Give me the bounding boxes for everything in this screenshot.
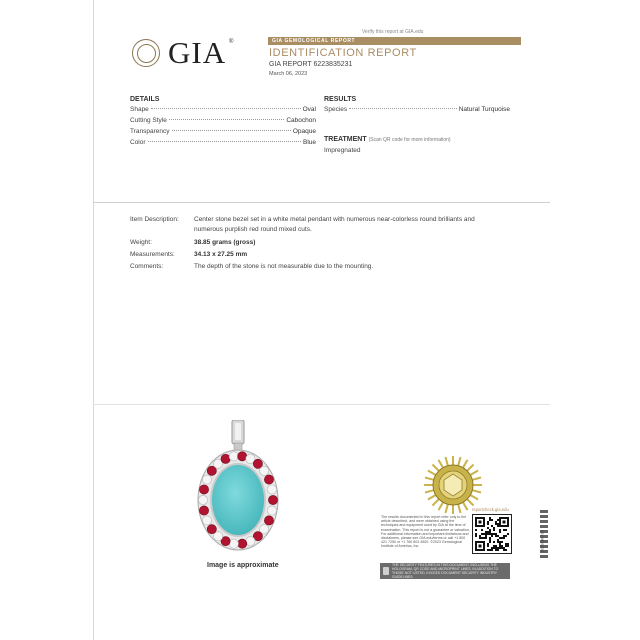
lower-panel-divider <box>93 404 550 405</box>
qr-module <box>485 531 487 533</box>
qr-module <box>505 543 507 545</box>
detail-value: Oval <box>302 106 316 113</box>
qr-module <box>497 519 499 521</box>
hologram-ray <box>458 457 460 466</box>
qr-module <box>495 521 497 523</box>
qr-module <box>501 545 503 547</box>
hologram-ray <box>472 477 481 479</box>
qr-module <box>493 533 495 535</box>
qr-module <box>487 531 489 533</box>
hologram-ray <box>467 464 473 470</box>
hologram-ray <box>425 477 434 479</box>
diamond-stone <box>202 516 211 525</box>
diamond-stone <box>267 506 276 515</box>
gia-seal-icon <box>132 39 160 67</box>
qr-module <box>489 531 491 533</box>
detail-label: Transparency <box>130 128 170 135</box>
report-number: GIA REPORT 6223835231 <box>269 61 353 68</box>
qr-module <box>495 535 497 537</box>
details-list <box>130 106 316 150</box>
detail-value: Opaque <box>292 128 316 135</box>
qr-module <box>481 529 483 531</box>
hologram-ray <box>467 499 473 505</box>
qr-module <box>489 549 491 551</box>
ruby-stone <box>264 475 273 484</box>
qr-module <box>497 539 499 541</box>
detail-value: Cabochon <box>286 117 316 124</box>
hologram-ray <box>439 460 444 468</box>
measurements-label: Measurements: <box>130 251 175 258</box>
qr-module <box>483 533 485 535</box>
qr-module <box>491 547 493 549</box>
detail-row-cutting-style <box>130 117 316 128</box>
qr-module <box>495 547 497 549</box>
report-title: IDENTIFICATION REPORT <box>269 47 417 59</box>
diamond-stone <box>198 495 207 504</box>
qr-module <box>503 549 505 551</box>
ruby-stone <box>221 454 230 463</box>
qr-module <box>491 535 493 537</box>
qr-module <box>501 537 503 539</box>
qr-module <box>493 529 495 531</box>
qr-module <box>475 533 477 535</box>
diamond-stone <box>202 475 211 484</box>
weight-label: Weight: <box>130 239 152 246</box>
measurements-value: 34.13 x 27.25 mm <box>194 251 248 258</box>
hologram-ray <box>432 499 438 505</box>
result-row-species <box>324 106 510 117</box>
qr-module <box>491 549 493 551</box>
results-heading: RESULTS <box>324 96 357 103</box>
qr-module <box>487 521 489 523</box>
qr-module <box>493 527 495 529</box>
qr-module <box>499 541 501 543</box>
qr-module <box>497 541 499 543</box>
registered-mark: ® <box>229 39 234 45</box>
qr-code-icon[interactable] <box>472 514 512 554</box>
qr-module <box>487 533 489 535</box>
result-label: Species <box>324 106 348 113</box>
ruby-stone <box>238 452 247 461</box>
legal-disclaimer: The results documented in this report refer only to the article described, and were obtained using the techniques and equipment used by GIA at the time of examination. This report is not a guarantee or valuation. For additional information and important limitations and disclaimers, please see GIA.edu/terms or call +1 800 421 7250 or +1 760 603 4500. ©2023 Gemological Institute of America, Inc. <box>381 515 470 549</box>
qr-module <box>491 519 493 521</box>
qr-module <box>493 545 495 547</box>
hologram-ray <box>470 471 478 476</box>
qr-module <box>485 535 487 537</box>
section-divider <box>93 202 550 203</box>
qr-module <box>497 525 499 527</box>
verify-text: Verify this report at GIA.edu <box>362 29 424 35</box>
qr-module <box>507 543 509 545</box>
qr-module <box>499 547 501 549</box>
qr-module <box>489 533 491 535</box>
qr-module <box>489 539 491 541</box>
qr-module <box>481 537 483 539</box>
qr-module <box>507 533 509 535</box>
details-heading: DETAILS <box>130 96 160 103</box>
qr-module <box>495 549 497 551</box>
qr-module <box>493 547 495 549</box>
hologram-ray <box>463 502 468 510</box>
qr-module <box>497 547 499 549</box>
qr-module <box>487 523 489 525</box>
qr-module <box>493 541 495 543</box>
detail-label: Color <box>130 139 146 146</box>
gia-logo-text: GIA <box>168 35 227 70</box>
comments-value: The depth of the stone is not measurable due to the mounting. <box>194 263 374 270</box>
hologram-ray <box>428 471 436 476</box>
treatment-value: Impregnated <box>324 147 361 154</box>
hologram-ray <box>439 502 444 510</box>
qr-module <box>505 545 507 547</box>
pendant-image <box>190 420 286 564</box>
qr-module <box>489 541 491 543</box>
qr-module <box>503 537 505 539</box>
qr-module <box>495 545 497 547</box>
hologram-ray <box>432 464 438 470</box>
hologram-ray <box>463 460 468 468</box>
qr-module <box>487 545 489 547</box>
qr-module <box>481 533 483 535</box>
hologram-ray <box>445 457 447 466</box>
ruby-stone <box>268 495 277 504</box>
qr-module <box>495 533 497 535</box>
side-report-code: 6223835231 <box>540 530 545 553</box>
qr-module <box>489 517 491 519</box>
qr-module <box>491 533 493 535</box>
qr-module <box>489 519 491 521</box>
ruby-stone <box>264 516 273 525</box>
qr-module <box>489 537 491 539</box>
ruby-stone <box>207 466 216 475</box>
hologram-ray <box>470 495 478 500</box>
qr-module <box>507 545 509 547</box>
qr-module <box>499 531 501 533</box>
detail-label: Cutting Style <box>130 117 167 124</box>
treatment-heading-text: TREATMENT <box>324 136 367 143</box>
hologram-ray <box>458 504 460 513</box>
qr-module <box>497 535 499 537</box>
diamond-stone <box>229 539 238 548</box>
report-check-label: reportcheck.gia.edu <box>472 507 509 512</box>
detail-row-transparency <box>130 128 316 139</box>
security-features-bar <box>380 563 510 579</box>
treatment-heading <box>324 136 451 143</box>
qr-module <box>501 547 503 549</box>
ruby-stone <box>238 539 247 548</box>
results-list <box>324 106 510 117</box>
detail-label: Shape <box>130 106 149 113</box>
qr-module <box>505 529 507 531</box>
security-features-text: THE SECURITY FEATURES IN THIS DOCUMENT, INCLUDING THE HOLOGRAM, QR CODE AND MICROPRINT LINES, IN ADDITION TO THOSE NOT LISTED, EXCEED DOCUMENT SECURITY INDUSTRY GUIDELINES. <box>392 563 499 579</box>
hologram-ray <box>472 490 481 492</box>
qr-module <box>487 543 489 545</box>
diamond-stone <box>267 485 276 494</box>
ruby-stone <box>199 485 208 494</box>
detail-value: Blue <box>302 139 316 146</box>
result-value: Natural Turquoise <box>458 106 510 113</box>
qr-module <box>499 537 501 539</box>
report-date: March 06, 2023 <box>269 71 308 77</box>
hologram-ray <box>445 504 447 513</box>
qr-module <box>503 529 505 531</box>
qr-module <box>485 533 487 535</box>
ruby-stone <box>199 506 208 515</box>
page-fold-line <box>93 0 94 640</box>
qr-module <box>479 535 481 537</box>
hologram-ray <box>428 495 436 500</box>
report-band <box>268 37 521 45</box>
qr-module <box>485 537 487 539</box>
qr-module <box>499 543 501 545</box>
diamond-stone <box>260 466 269 475</box>
report-band-label: GIA GEMOLOGICAL REPORT <box>272 38 356 44</box>
qr-module <box>495 523 497 525</box>
hologram-ray <box>425 490 434 492</box>
qr-module <box>479 537 481 539</box>
treatment-hint: (Scan QR code for more information) <box>368 137 451 143</box>
diamond-stone <box>260 525 269 534</box>
qr-module <box>503 535 505 537</box>
ruby-stone <box>253 459 262 468</box>
ruby-stone <box>207 525 216 534</box>
qr-module <box>491 525 493 527</box>
image-caption: Image is approximate <box>207 562 279 569</box>
detail-row-shape <box>130 106 316 117</box>
qr-module <box>497 523 499 525</box>
qr-module <box>483 537 485 539</box>
item-description-label: Item Description: <box>130 216 179 223</box>
qr-module <box>505 535 507 537</box>
detail-row-color <box>130 139 316 150</box>
qr-module <box>489 529 491 531</box>
qr-module <box>505 549 507 551</box>
qr-module <box>499 529 501 531</box>
diamond-stone <box>229 452 238 461</box>
qr-module <box>503 547 505 549</box>
weight-value: 38.85 grams (gross) <box>194 239 256 246</box>
diamond-stone <box>214 532 223 541</box>
qr-module <box>487 549 489 551</box>
qr-module <box>497 549 499 551</box>
qr-module <box>499 545 501 547</box>
item-description-value: Center stone bezel set in a white metal pendant with numerous near-colorless round brilliants and numerous purplish red round mixed cuts. <box>194 216 475 233</box>
qr-module <box>475 535 477 537</box>
comments-label: Comments: <box>130 263 164 270</box>
lock-icon <box>383 567 389 575</box>
qr-module <box>475 529 477 531</box>
qr-module <box>501 541 503 543</box>
qr-module <box>487 527 489 529</box>
diamond-stone <box>246 537 255 546</box>
